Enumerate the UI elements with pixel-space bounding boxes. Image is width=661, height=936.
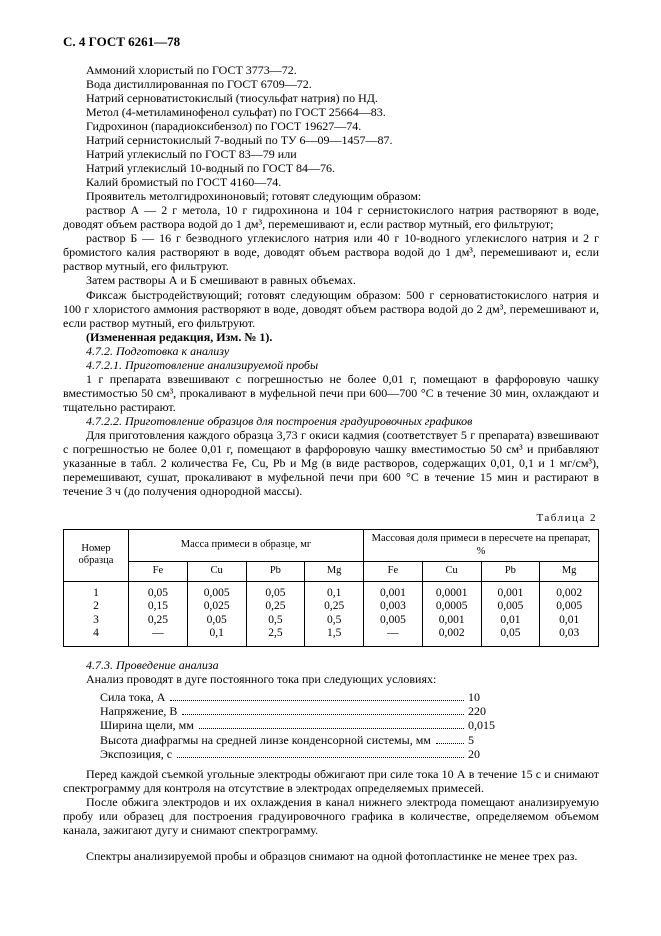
reagent-line: Натрий углекислый 10-водный по ГОСТ 84—76. <box>86 161 336 176</box>
table-row <box>64 614 599 628</box>
section-heading-4-7-2-1: 4.7.2.1. Приготовление анализируемой пробы <box>86 357 319 372</box>
condition-value: 0,015 <box>468 718 495 733</box>
condition-label: Напряжение, В <box>100 704 178 719</box>
condition-value: 5 <box>468 732 474 747</box>
dot-leader <box>199 728 464 729</box>
table-cell: 0,002 <box>540 581 599 600</box>
table-header-element: Cu <box>187 562 246 582</box>
condition-value: 220 <box>468 704 486 719</box>
table-cell: 0,05 <box>246 581 305 600</box>
paragraph-solution-b: раствор Б — 16 г безводного углекислого натрия или 40 г 10-водного углекислого натрия и 2 г бромистого калия растворяют в воде, доводят объем раствора водой до 1 дм³, перемешивают и, если раствор мутный, его фильтруют. <box>63 231 599 274</box>
table-cell: 0,003 <box>364 600 423 614</box>
table-cell: 0,5 <box>246 614 305 628</box>
condition-label: Экспозиция, с <box>100 746 173 761</box>
paragraph-electrode-burning: Перед каждой съемкой угольные электроды обжигают при силе тока 10 А в течение 15 с и снимают спектрограмму для контроля на отсутствие в электродах определяемых примесей. <box>63 766 599 795</box>
section-heading-4-7-2-2: 4.7.2.2. Приготовление образцов для построения градуировочных графиков <box>86 413 473 428</box>
table-cell: 0,1 <box>305 581 364 600</box>
dot-leader <box>182 714 464 715</box>
table-cell: 0,001 <box>364 581 423 600</box>
reagent-line: Натрий углекислый по ГОСТ 83—79 или <box>86 147 297 162</box>
dot-leader <box>170 700 464 701</box>
table-cell: 0,002 <box>422 627 481 646</box>
condition-label: Сила тока, А <box>100 690 166 705</box>
reagent-line: Калий бромистый по ГОСТ 4160—74. <box>86 175 282 190</box>
dot-leader <box>436 743 464 744</box>
table-row <box>64 581 599 600</box>
table-cell: 0,05 <box>187 614 246 628</box>
paragraph-fixer: Фиксаж быстродействующий; готовят следующим образом: 500 г серноватистокислого натрия и 100 г хлористого аммония растворяют в воде, доводят объем раствора водой до 2 дм³, перемешивают и, если раствор мутный, его фильтруют. <box>63 287 599 330</box>
paragraph-sample-preparation: 1 г препарата взвешивают с погрешностью не более 0,01 г, помещают в фарфоровую чашку вместимостью 50 см³, прокаливают в муфельной печи при 600—700 °С в течение 30 мин, охлаждают и тщательно растирают. <box>63 371 599 414</box>
table-cell: 3 <box>64 614 129 628</box>
reagent-line: Вода дистиллированная по ГОСТ 6709—72. <box>86 77 312 92</box>
table-cell: 1 <box>64 581 129 600</box>
table-cell: 0,15 <box>129 600 188 614</box>
condition-row <box>100 704 506 718</box>
table-cell: 0,0001 <box>422 581 481 600</box>
paragraph-developer-intro: Проявитель метолгидрохиноновый; готовят следующим образом: <box>86 189 422 204</box>
paragraph-amended-note: (Измененная редакция, Изм. № 1). <box>86 329 273 344</box>
reagent-line: Гидрохинон (парадиоксибензол) по ГОСТ 19627—74. <box>86 119 362 134</box>
table-header-fraction-group: Массовая доля примеси в пересчете на препарат, % <box>364 529 599 561</box>
table-cell: 2 <box>64 600 129 614</box>
table-cell: 0,05 <box>481 627 540 646</box>
table-cell: 0,025 <box>187 600 246 614</box>
table-cell: 2,5 <box>246 627 305 646</box>
condition-row <box>100 690 506 704</box>
table-header-element: Fe <box>129 562 188 582</box>
table-cell: 0,005 <box>187 581 246 600</box>
paragraph-calibration-samples: Для приготовления каждого образца 3,73 г окиси кадмия (соответствует 5 г препарата) взвешивают с погрешностью не более 0,01 г, помещают в фарфоровую чашку вместимостью 50 см³ и прибавляют указанные в табл. 2 количества Fe, Cu, Pb и Mg (в виде растворов, содержащих 0,01, 0,1 и 1 мг/см³), перемешивают, сушат, прокаливают в муфельной печи при 600 °С в течение 15 мин и растирают в течение 3 ч (до получения однородной массы). <box>63 427 599 498</box>
condition-value: 20 <box>468 746 480 761</box>
condition-value: 10 <box>468 690 480 705</box>
paragraph-sample-placement: После обжига электродов и их охлаждения в канал нижнего электрода помещают анализируемую пробу или образец для построения градуировочного графика в количестве, определяемом объемом канала, зажигают дугу и снимают спектрограмму. <box>63 794 599 837</box>
table-cell: 1,5 <box>305 627 364 646</box>
table-cell: 0,005 <box>481 600 540 614</box>
conditions-list <box>100 690 506 761</box>
condition-label: Высота диафрагмы на средней линзе конденсорной системы, мм <box>100 732 431 747</box>
table-cell: 0,03 <box>540 627 599 646</box>
table-cell: 0,05 <box>129 581 188 600</box>
table-cell: 4 <box>64 627 129 646</box>
section-heading-4-7-2: 4.7.2. Подготовка к анализу <box>86 343 230 358</box>
table-header-group-row <box>64 529 599 561</box>
table-cell: 0,01 <box>481 614 540 628</box>
table-cell: 0,1 <box>187 627 246 646</box>
table-header-element: Fe <box>364 562 423 582</box>
table-header-mass-group: Масса примеси в образце, мг <box>129 529 364 561</box>
table-cell: 0,25 <box>305 600 364 614</box>
table-cell: 0,25 <box>129 614 188 628</box>
table-header-sample-number: Номер образца <box>64 529 129 581</box>
table-cell: 0,5 <box>305 614 364 628</box>
table-cell: 0,001 <box>481 581 540 600</box>
impurities-table <box>63 529 599 647</box>
table-cell: 0,005 <box>540 600 599 614</box>
paragraph-mix-solutions: Затем растворы А и Б смешивают в равных объемах. <box>86 273 356 288</box>
reagent-line: Метол (4-метиламинофенол сульфат) по ГОСТ 25664—83. <box>86 105 386 120</box>
table-row <box>64 627 599 646</box>
table-cell: 0,0005 <box>422 600 481 614</box>
table-cell: 0,01 <box>540 614 599 628</box>
table-header-elements-row <box>64 562 599 582</box>
condition-row <box>100 718 506 732</box>
table-cell: 0,001 <box>422 614 481 628</box>
table-body <box>64 581 599 646</box>
paragraph-spectra-repeats: Спектры анализируемой пробы и образцов снимают на одной фотопластинке не менее трех раз. <box>86 849 578 863</box>
reagent-line: Аммоний хлористый по ГОСТ 3773—72. <box>86 63 297 77</box>
table-header <box>64 529 599 581</box>
table-cell: — <box>364 627 423 646</box>
reagent-line: Натрий серноватистокислый (тиосульфат натрия) по НД. <box>86 91 378 106</box>
table-header-element: Pb <box>246 562 305 582</box>
condition-row <box>100 733 506 747</box>
table-cell: — <box>129 627 188 646</box>
table-cell: 0,25 <box>246 600 305 614</box>
paragraph-solution-a: раствор А — 2 г метола, 10 г гидрохинона и 104 г сернистокислого натрия растворяют в воде, доводят объем раствора водой до 1 дм³, перемешивают и, если раствор мутный, его фильтруют; <box>63 203 599 232</box>
table-row <box>64 600 599 614</box>
table-caption: Таблица 2 <box>536 511 597 524</box>
table-header-element: Mg <box>540 562 599 582</box>
condition-label: Ширина щели, мм <box>100 718 194 733</box>
table-header-element: Mg <box>305 562 364 582</box>
page-header: С. 4 ГОСТ 6261—78 <box>63 34 181 49</box>
paragraph-analysis-conditions-intro: Анализ проводят в дуге постоянного тока при следующих условиях: <box>86 672 437 687</box>
section-heading-4-7-3: 4.7.3. Проведение анализа <box>86 658 219 672</box>
reagent-line: Натрий сернистокислый 7-водный по ТУ 6—09—1457—87. <box>86 133 393 148</box>
table-cell: 0,005 <box>364 614 423 628</box>
condition-row <box>100 747 506 761</box>
table-header-element: Pb <box>481 562 540 582</box>
dot-leader <box>177 757 464 758</box>
table-header-element: Cu <box>422 562 481 582</box>
